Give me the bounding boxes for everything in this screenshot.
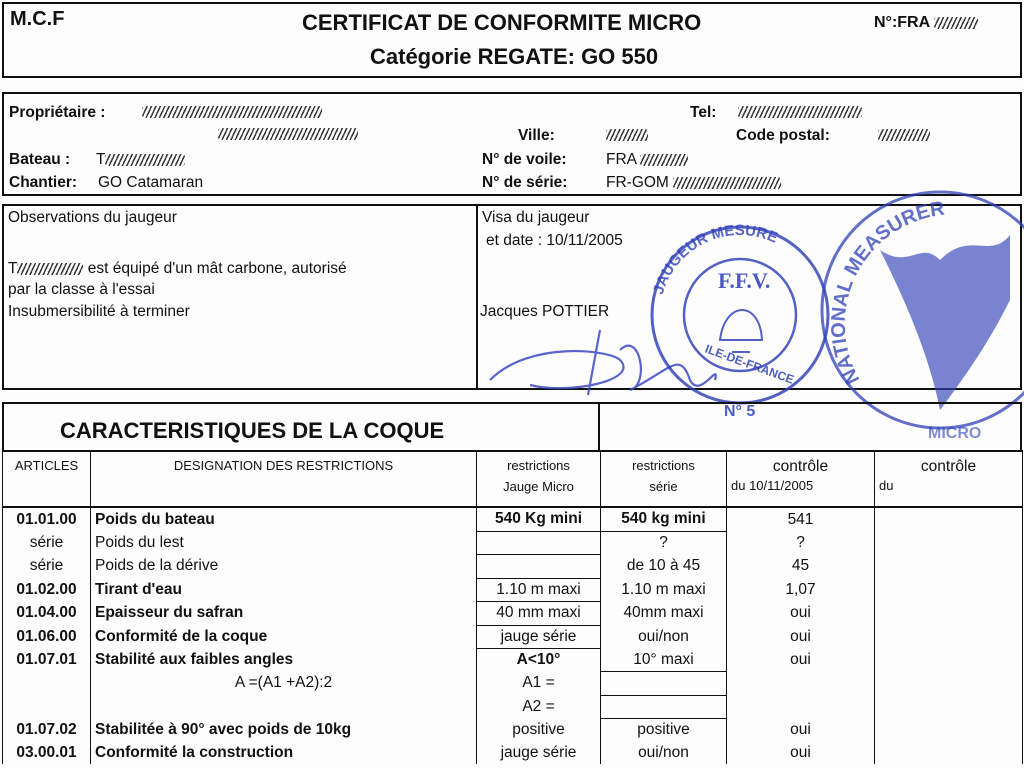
col-controle-2-line2: du bbox=[879, 478, 894, 493]
redacted-scribble bbox=[142, 106, 322, 118]
section-title-box bbox=[2, 402, 600, 452]
col-serie-line2: série bbox=[649, 479, 678, 494]
cell-designation: Epaisseur du safran bbox=[91, 602, 477, 626]
cell-controle-2 bbox=[875, 649, 1023, 672]
org-label: M.C.F bbox=[10, 8, 65, 30]
table-row bbox=[3, 742, 1023, 765]
cell-controle-1: oui bbox=[727, 719, 875, 742]
observations-line-1 bbox=[8, 260, 347, 278]
national-measurer-stamp bbox=[822, 192, 1024, 428]
observations-line-1-text: est équipé d'un mât carbone, autorisé bbox=[87, 260, 347, 277]
cell-controle-2 bbox=[875, 578, 1023, 602]
redacted-scribble bbox=[640, 154, 688, 166]
tel-label: Tel: bbox=[690, 104, 717, 121]
redacted-scribble bbox=[105, 154, 185, 166]
table-row bbox=[3, 625, 1023, 649]
cell-controle-1: oui bbox=[727, 625, 875, 649]
cell-designation: Poids de la dérive bbox=[91, 555, 477, 579]
header-box bbox=[2, 2, 1022, 78]
cell-serie: 1.10 m maxi bbox=[601, 578, 727, 602]
certificate-subtitle: Catégorie REGATE: GO 550 bbox=[370, 44, 659, 69]
proprietaire-label: Propriétaire : bbox=[9, 104, 106, 121]
cell-controle-2 bbox=[875, 695, 1023, 719]
cell-serie: de 10 à 45 bbox=[601, 555, 727, 579]
observations-line-2: par la classe à l'essai bbox=[8, 281, 155, 298]
cell-controle-2 bbox=[875, 555, 1023, 579]
col-designation: DESIGNATION DES RESTRICTIONS bbox=[91, 451, 477, 507]
section-title: CARACTERISTIQUES DE LA COQUE bbox=[60, 418, 445, 443]
cell-controle-2 bbox=[875, 507, 1023, 531]
redacted-scribble bbox=[17, 263, 83, 275]
table-row bbox=[3, 672, 1023, 696]
cell-serie bbox=[601, 695, 727, 719]
col-controle-2-line1: contrôle bbox=[920, 458, 977, 475]
restrictions-table bbox=[2, 450, 1023, 764]
certificate-number bbox=[874, 14, 978, 32]
ffv-stamp-number: N° 5 bbox=[724, 403, 756, 420]
cell-controle-2 bbox=[875, 742, 1023, 765]
ffv-stamp-center: F.F.V. bbox=[718, 268, 771, 293]
redacted-scribble bbox=[606, 129, 648, 141]
cell-jauge: jauge série bbox=[477, 742, 601, 765]
col-articles: ARTICLES bbox=[3, 451, 91, 507]
cell-controle-1: oui bbox=[727, 742, 875, 765]
col-controle-1-line1: contrôle bbox=[772, 458, 829, 475]
cell-article: 01.01.00 bbox=[3, 507, 91, 531]
cell-jauge: 540 Kg mini bbox=[477, 507, 601, 531]
col-jauge-line2: Jauge Micro bbox=[503, 479, 574, 494]
cell-designation: A =(A1 +A2):2 bbox=[91, 672, 477, 696]
national-stamp-text: NATIONAL MEASURER bbox=[827, 197, 947, 388]
col-controle-1-line2: du 10/11/2005 bbox=[731, 478, 814, 493]
col-controle-2 bbox=[875, 451, 1023, 507]
voile-value-text: FRA bbox=[606, 151, 637, 168]
cell-controle-1: oui bbox=[727, 649, 875, 672]
cell-controle-1: 541 bbox=[727, 507, 875, 531]
table-row bbox=[3, 695, 1023, 719]
cell-jauge: 40 mm maxi bbox=[477, 602, 601, 626]
cell-controle-1: oui bbox=[727, 602, 875, 626]
voile-label: N° de voile: bbox=[482, 151, 567, 168]
cell-article: série bbox=[3, 555, 91, 579]
cell-controle-1: 1,07 bbox=[727, 578, 875, 602]
cell-serie: 540 kg mini bbox=[601, 507, 727, 531]
cell-article: 01.07.02 bbox=[3, 719, 91, 742]
cell-article: 01.04.00 bbox=[3, 602, 91, 626]
boat-prefix: T bbox=[8, 260, 18, 277]
cell-controle-2 bbox=[875, 719, 1023, 742]
certificate-title: CERTIFICAT DE CONFORMITE MICRO bbox=[302, 10, 702, 35]
cell-controle-2 bbox=[875, 531, 1023, 555]
table-row bbox=[3, 507, 1023, 531]
cell-article: 01.06.00 bbox=[3, 625, 91, 649]
cell-article: série bbox=[3, 531, 91, 555]
visa-label: Visa du jaugeur bbox=[482, 209, 590, 226]
cell-jauge bbox=[477, 555, 601, 579]
cell-serie: oui/non bbox=[601, 625, 727, 649]
cell-serie: oui/non bbox=[601, 742, 727, 765]
cell-designation: Poids du bateau bbox=[91, 507, 477, 531]
col-jauge bbox=[477, 451, 601, 507]
observations-label: Observations du jaugeur bbox=[8, 209, 177, 226]
redacted-scribble bbox=[934, 17, 978, 29]
cell-article: 03.00.01 bbox=[3, 742, 91, 765]
cell-serie: positive bbox=[601, 719, 727, 742]
table-row bbox=[3, 531, 1023, 555]
measurer-name: Jacques POTTIER bbox=[480, 303, 610, 320]
cell-designation: Conformité la construction bbox=[91, 742, 477, 765]
col-serie bbox=[601, 451, 727, 507]
cell-article: 01.07.01 bbox=[3, 649, 91, 672]
cell-controle-1: 45 bbox=[727, 555, 875, 579]
cell-article bbox=[3, 672, 91, 696]
cell-jauge bbox=[477, 531, 601, 555]
col-controle-1 bbox=[727, 451, 875, 507]
col-jauge-line1: restrictions bbox=[507, 458, 570, 473]
certificate-number-label: N°:FRA bbox=[874, 14, 930, 31]
cell-controle-2 bbox=[875, 602, 1023, 626]
cell-controle-2 bbox=[875, 625, 1023, 649]
bateau-value bbox=[96, 151, 185, 169]
cell-designation: Stabilitée à 90° avec poids de 10kg bbox=[91, 719, 477, 742]
code-postal-label: Code postal: bbox=[736, 127, 830, 144]
voile-value bbox=[606, 151, 688, 169]
cell-serie: 40mm maxi bbox=[601, 602, 727, 626]
wave-logo-icon bbox=[880, 235, 1010, 410]
signature bbox=[490, 330, 716, 395]
cell-jauge: A2 = bbox=[477, 695, 601, 719]
cell-designation: Tirant d'eau bbox=[91, 578, 477, 602]
cell-serie: 10° maxi bbox=[601, 649, 727, 672]
table-row bbox=[3, 649, 1023, 672]
ffv-stamp-region: ILE-DE-FRANCE bbox=[703, 341, 796, 387]
bateau-prefix: T bbox=[96, 151, 106, 168]
ville-label: Ville: bbox=[518, 127, 555, 144]
redacted-scribble bbox=[218, 128, 358, 140]
visa-date: et date : 10/11/2005 bbox=[486, 232, 623, 249]
table-row bbox=[3, 578, 1023, 602]
table-header-row bbox=[3, 451, 1023, 507]
table-row bbox=[3, 602, 1023, 626]
table-row bbox=[3, 555, 1023, 579]
cell-article: 01.02.00 bbox=[3, 578, 91, 602]
cell-controle-1 bbox=[727, 672, 875, 696]
cell-jauge: A<10° bbox=[477, 649, 601, 672]
cell-serie: ? bbox=[601, 531, 727, 555]
col-serie-line1: restrictions bbox=[632, 458, 695, 473]
redacted-scribble bbox=[738, 106, 862, 118]
chantier-label: Chantier: bbox=[9, 174, 78, 191]
serie-value-text: FR-GOM bbox=[606, 174, 669, 191]
micro-stamp-text: MICRO bbox=[928, 425, 982, 442]
cell-serie bbox=[601, 672, 727, 696]
cell-jauge: A1 = bbox=[477, 672, 601, 696]
cell-jauge: jauge série bbox=[477, 625, 601, 649]
cell-jauge: positive bbox=[477, 719, 601, 742]
cell-jauge: 1.10 m maxi bbox=[477, 578, 601, 602]
chantier-value: GO Catamaran bbox=[98, 174, 204, 191]
bateau-label: Bateau : bbox=[9, 151, 71, 168]
cell-controle-1: ? bbox=[727, 531, 875, 555]
section-title-right bbox=[598, 402, 1022, 452]
observations-line-3: Insubmersibilité à terminer bbox=[8, 303, 190, 320]
ffv-stamp-top: JAUGEUR MESURE bbox=[649, 221, 781, 297]
cell-controle-1 bbox=[727, 695, 875, 719]
cell-designation bbox=[91, 695, 477, 719]
cell-designation: Conformité de la coque bbox=[91, 625, 477, 649]
cell-designation: Stabilité aux faibles angles bbox=[91, 649, 477, 672]
cell-controle-2 bbox=[875, 672, 1023, 696]
table-row bbox=[3, 719, 1023, 742]
cell-article bbox=[3, 695, 91, 719]
cell-designation: Poids du lest bbox=[91, 531, 477, 555]
serie-label: N° de série: bbox=[482, 174, 568, 191]
redacted-scribble bbox=[878, 129, 930, 141]
